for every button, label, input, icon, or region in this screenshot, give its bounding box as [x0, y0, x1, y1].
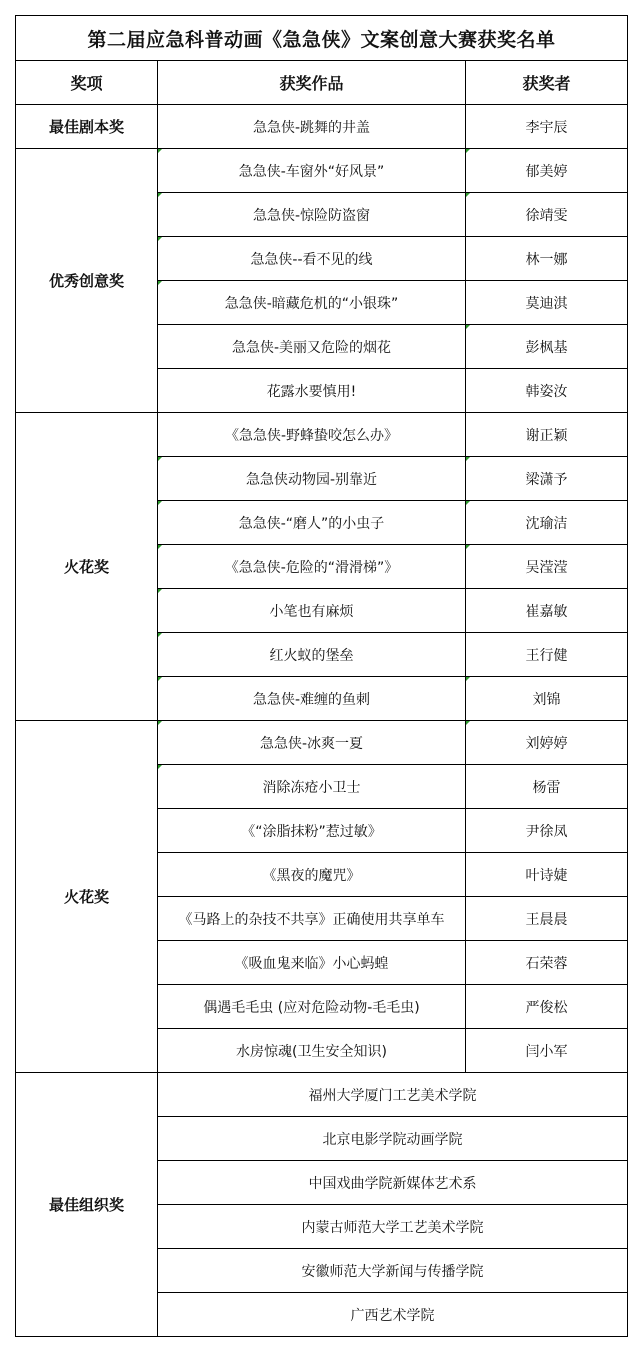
awards-table [15, 15, 628, 1337]
work-cell: 《黑夜的魔咒》 [158, 853, 466, 897]
winner-cell: 刘婷婷 [466, 721, 628, 765]
table-row [16, 721, 628, 765]
work-cell: 消除冻疮小卫士 [158, 765, 466, 809]
winner-cell: 石荣蓉 [466, 941, 628, 985]
winner-cell: 崔嘉敏 [466, 589, 628, 633]
table-row [16, 413, 628, 457]
work-cell: 急急侠--看不见的线 [158, 237, 466, 281]
work-cell: 急急侠-惊险防盗窗 [158, 193, 466, 237]
page-title: 第二届应急科普动画《急急侠》文案创意大赛获奖名单 [16, 16, 628, 61]
award-cell: 优秀创意奖 [16, 149, 158, 413]
winner-cell: 林一娜 [466, 237, 628, 281]
winner-cell: 叶诗婕 [466, 853, 628, 897]
winner-cell: 王晨晨 [466, 897, 628, 941]
work-cell: 《吸血鬼来临》小心蚂蝗 [158, 941, 466, 985]
work-cell: 小笔也有麻烦 [158, 589, 466, 633]
institution-cell: 安徽师范大学新闻与传播学院 [158, 1249, 628, 1293]
winner-cell: 刘锦 [466, 677, 628, 721]
winner-cell: 徐靖雯 [466, 193, 628, 237]
winner-cell: 梁潇予 [466, 457, 628, 501]
award-cell: 最佳组织奖 [16, 1073, 158, 1337]
header-row [16, 61, 628, 105]
winner-cell: 沈瑜洁 [466, 501, 628, 545]
work-cell: 《急急侠-野蜂蛰咬怎么办》 [158, 413, 466, 457]
work-cell: 红火蚁的堡垒 [158, 633, 466, 677]
work-cell: 急急侠-美丽又危险的烟花 [158, 325, 466, 369]
work-cell: 急急侠-暗藏危机的“小银珠” [158, 281, 466, 325]
winner-cell: 莫迪淇 [466, 281, 628, 325]
work-cell: 《马路上的杂技不共享》正确使用共享单车 [158, 897, 466, 941]
table-row [16, 149, 628, 193]
work-cell: 《急急侠-危险的“滑滑梯”》 [158, 545, 466, 589]
award-cell: 火花奖 [16, 413, 158, 721]
table-row [16, 1073, 628, 1117]
work-cell: 急急侠动物园-别靠近 [158, 457, 466, 501]
work-cell: 水房惊魂(卫生安全知识) [158, 1029, 466, 1073]
title-row [16, 16, 628, 61]
work-cell: 急急侠-跳舞的井盖 [158, 105, 466, 149]
award-cell: 火花奖 [16, 721, 158, 1073]
header-work: 获奖作品 [158, 61, 466, 105]
winner-cell: 吴滢滢 [466, 545, 628, 589]
winner-cell: 郁美婷 [466, 149, 628, 193]
winner-cell: 彭枫基 [466, 325, 628, 369]
header-award: 奖项 [16, 61, 158, 105]
winner-cell: 谢正颖 [466, 413, 628, 457]
header-winner: 获奖者 [466, 61, 628, 105]
winner-cell: 闫小军 [466, 1029, 628, 1073]
work-cell: 偶遇毛毛虫 (应对危险动物-毛毛虫) [158, 985, 466, 1029]
winner-cell: 李宇辰 [466, 105, 628, 149]
work-cell: 急急侠-冰爽一夏 [158, 721, 466, 765]
institution-cell: 内蒙古师范大学工艺美术学院 [158, 1205, 628, 1249]
institution-cell: 福州大学厦门工艺美术学院 [158, 1073, 628, 1117]
work-cell: 急急侠-难缠的鱼刺 [158, 677, 466, 721]
work-cell: 急急侠-“磨人”的小虫子 [158, 501, 466, 545]
winner-cell: 王行健 [466, 633, 628, 677]
award-cell: 最佳剧本奖 [16, 105, 158, 149]
winner-cell: 韩姿汝 [466, 369, 628, 413]
winner-cell: 尹徐凤 [466, 809, 628, 853]
work-cell: 《“涂脂抹粉”惹过敏》 [158, 809, 466, 853]
work-cell: 花露水要慎用! [158, 369, 466, 413]
table-row [16, 105, 628, 149]
institution-cell: 广西艺术学院 [158, 1293, 628, 1337]
institution-cell: 中国戏曲学院新媒体艺术系 [158, 1161, 628, 1205]
winner-cell: 严俊松 [466, 985, 628, 1029]
work-cell: 急急侠-车窗外“好风景” [158, 149, 466, 193]
winner-cell: 杨雷 [466, 765, 628, 809]
institution-cell: 北京电影学院动画学院 [158, 1117, 628, 1161]
